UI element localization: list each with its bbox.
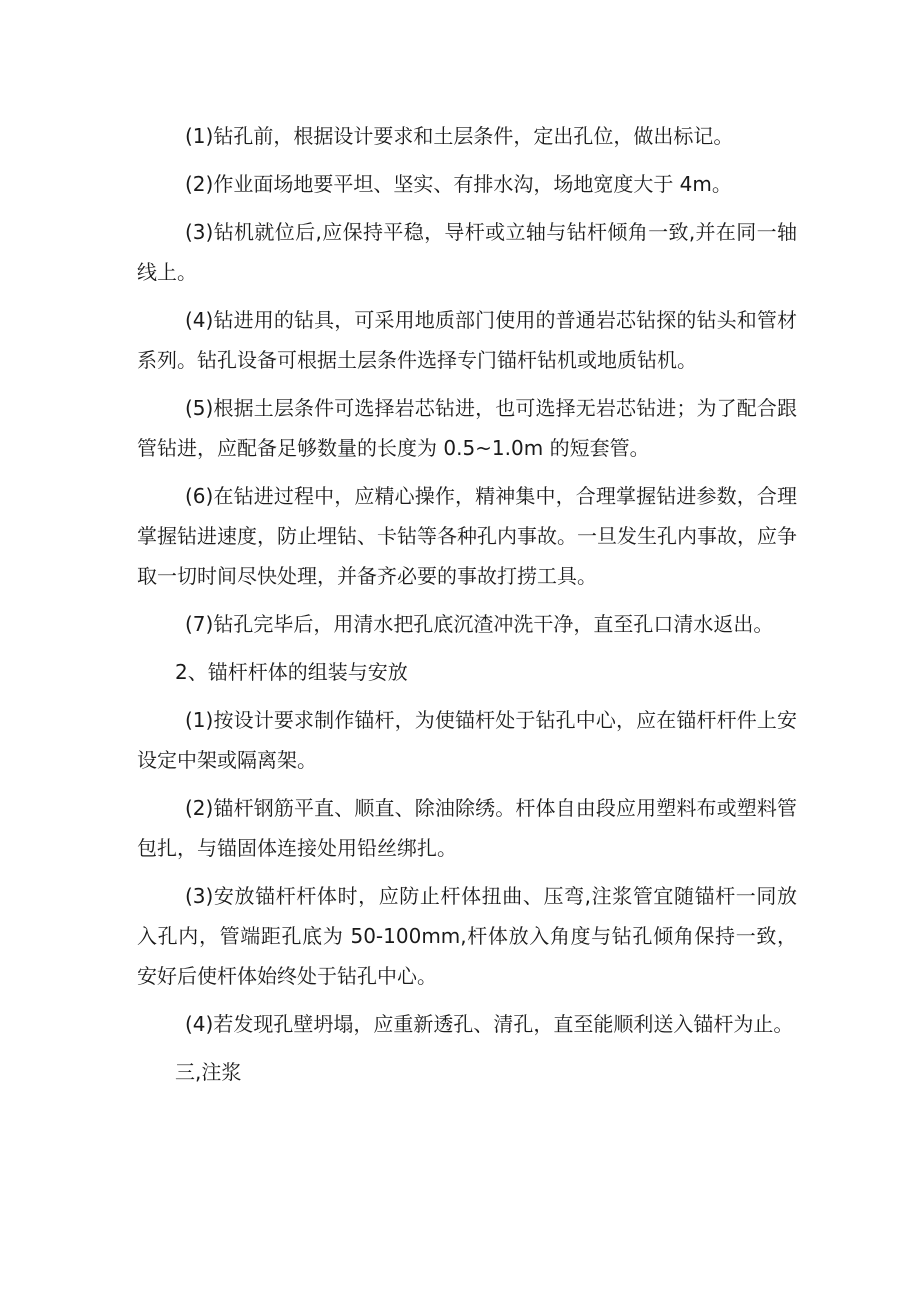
paragraph-drilling-1: (1)钻孔前，根据设计要求和土层条件，定出孔位，做出标记。 xyxy=(185,124,734,148)
section-heading-grouting: 三,注浆 xyxy=(175,1060,242,1084)
paragraph-assembly-2: (2)锚杆钢筋平直、顺直、除油除绣。杆体自由段应用塑料布或塑料管包扎，与锚固体连接处用铅丝绑扎。 xyxy=(137,796,797,860)
document-body xyxy=(137,116,797,1100)
paragraph-drilling-4: (4)钻进用的钻具，可采用地质部门使用的普通岩芯钻探的钻头和管材系列。钻孔设备可根据土层条件选择专门锚杆钻机或地质钻机。 xyxy=(137,308,797,372)
paragraph-drilling-7: (7)钻孔完毕后，用清水把孔底沉渣冲洗干净，直至孔口清水返出。 xyxy=(185,612,774,636)
paragraph-assembly-3: (3)安放锚杆杆体时，应防止杆体扭曲、压弯,注浆管宜随锚杆一同放入孔内，管端距孔底为 50-100mm,杆体放入角度与钻孔倾角保持一致，安好后使杆体始终处于钻孔中心。 xyxy=(137,884,797,988)
paragraph-drilling-2: (2)作业面场地要平坦、坚实、有排水沟，场地宽度大于 4m。 xyxy=(185,172,732,196)
paragraph-assembly-1: (1)按设计要求制作锚杆，为使锚杆处于钻孔中心，应在锚杆杆件上安设定中架或隔离架。 xyxy=(137,708,797,772)
paragraph-drilling-5: (5)根据土层条件可选择岩芯钻进，也可选择无岩芯钻进；为了配合跟管钻进，应配备足够数量的长度为 0.5~1.0m 的短套管。 xyxy=(137,396,797,460)
paragraph-assembly-4: (4)若发现孔壁坍塌，应重新透孔、清孔，直至能顺利送入锚杆为止。 xyxy=(185,1012,794,1036)
paragraph-drilling-3: (3)钻机就位后,应保持平稳，导杆或立轴与钻杆倾角一致,并在同一轴线上。 xyxy=(137,220,797,284)
section-heading-anchor-assembly: 2、锚杆杆体的组装与安放 xyxy=(175,660,408,684)
paragraph-drilling-6: (6)在钻进过程中，应精心操作，精神集中，合理掌握钻进参数，合理掌握钻进速度，防止埋钻、卡钻等各种孔内事故。一旦发生孔内事故，应争取一切时间尽快处理，并备齐必要的事故打捞工具。 xyxy=(137,484,797,588)
